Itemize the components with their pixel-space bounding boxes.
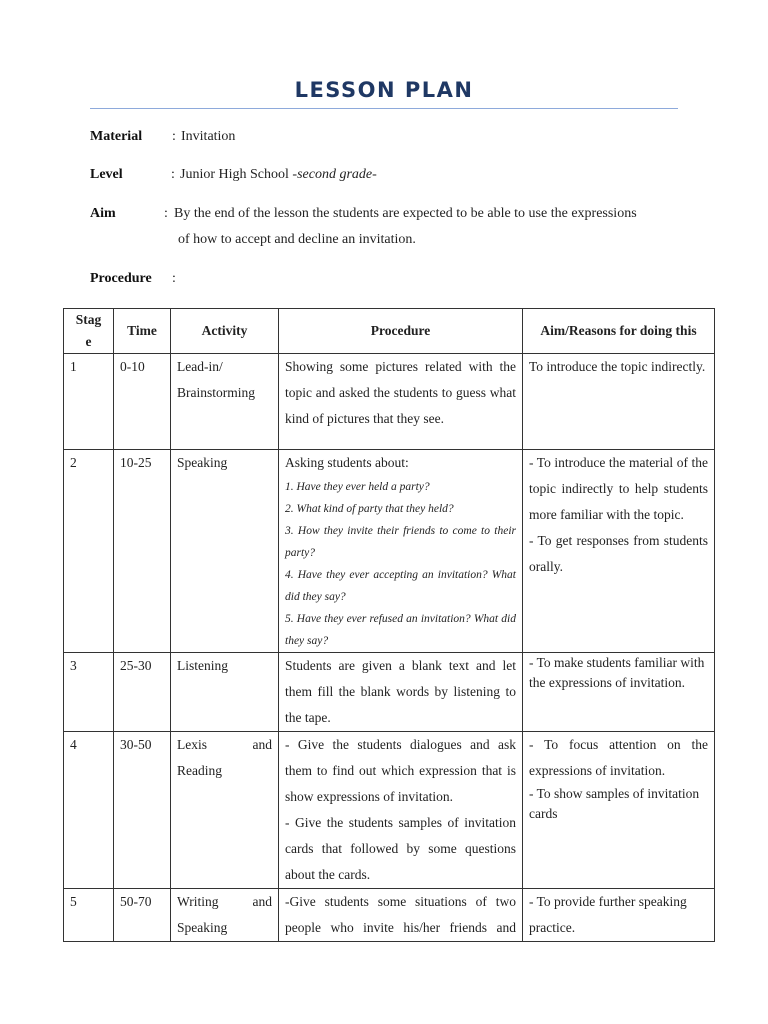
procedure-intro: Asking students about: — [285, 455, 409, 470]
row-procedure — [279, 450, 523, 653]
row-stage: 3 — [64, 653, 114, 732]
row-activity — [171, 450, 279, 653]
row-time: 0-10 — [114, 354, 171, 450]
activity-line: Reading — [177, 763, 222, 778]
title-underline — [90, 108, 678, 109]
aim-colon: : — [164, 206, 168, 221]
row-time: 25-30 — [114, 653, 171, 732]
header-stage-line2: e — [85, 334, 92, 349]
activity-line: Lead-in/ — [177, 359, 223, 374]
level-label: Level — [90, 167, 123, 182]
material-value: Invitation — [181, 129, 236, 144]
row-procedure: Students are given a blank text and let them fill the blank words by listening to the tape. — [279, 653, 523, 732]
row-aim: - To make students familiar with the expressions of invitation. — [523, 653, 715, 732]
question-item: 2. What kind of party that they held? — [285, 503, 454, 515]
table-row — [64, 653, 715, 732]
table-row — [64, 450, 715, 653]
header-procedure: Procedure — [279, 309, 523, 354]
question-list — [285, 476, 516, 652]
row-stage: 4 — [64, 732, 114, 889]
procedure-label: Procedure — [90, 271, 152, 286]
aim-item: - To introduce the material of the topic indirectly to help students more familiar with the topic. — [529, 455, 708, 522]
table-row — [64, 354, 715, 450]
activity-line: Lexis and — [177, 737, 272, 752]
row-procedure — [279, 732, 523, 889]
level-value-italic: second grade- — [297, 167, 377, 182]
row-time: 50-70 — [114, 889, 171, 942]
aim-value-line2: of how to accept and decline an invitation. — [178, 232, 416, 247]
aim-label: Aim — [90, 206, 116, 221]
row-time: 10-25 — [114, 450, 171, 653]
row-aim: To introduce the topic indirectly. — [523, 354, 715, 450]
row-activity — [171, 354, 279, 450]
lesson-plan-table — [63, 308, 715, 942]
activity-line: Speaking — [177, 455, 228, 470]
activity-line: Listening — [177, 658, 228, 673]
activity-line: Speaking — [177, 920, 228, 935]
table-row — [64, 889, 715, 942]
row-stage: 1 — [64, 354, 114, 450]
material-label: Material — [90, 129, 143, 144]
row-time: 30-50 — [114, 732, 171, 889]
aim-item: - To focus attention on the expressions of invitation. — [529, 737, 708, 778]
level-value-plain: Junior High School - — [180, 167, 298, 182]
header-stage-line1: Stag — [75, 312, 102, 327]
activity-line: Writing and — [177, 894, 272, 909]
row-procedure: Showing some pictures related with the topic and asked the students to guess what kind of pictures that they see. — [279, 354, 523, 450]
aim-item: - To get responses from students orally. — [529, 533, 708, 574]
aim-value-line1: By the end of the lesson the students are expected to be able to use the expressions — [174, 206, 637, 221]
procedure-item: - Give the students samples of invitation cards that followed by some questions about the cards. — [285, 815, 516, 882]
aim-item: - To show samples of invitation cards — [529, 786, 700, 821]
header-activity: Activity — [171, 309, 279, 354]
row-aim — [523, 732, 715, 889]
material-colon: : — [172, 129, 176, 144]
level-value — [180, 167, 377, 183]
row-procedure: -Give students some situations of two people who invite his/her friends and — [279, 889, 523, 942]
question-item: 4. Have they ever accepting an invitation? What did they say? — [285, 569, 516, 603]
row-activity — [171, 653, 279, 732]
table-header-row — [64, 309, 715, 354]
row-aim — [523, 450, 715, 653]
level-colon: : — [171, 167, 175, 182]
question-item: 5. Have they ever refused an invitation? What did they say? — [285, 613, 516, 647]
row-activity — [171, 889, 279, 942]
page-title: LESSON PLAN — [294, 78, 474, 102]
header-time: Time — [114, 309, 171, 354]
question-item: 1. Have they ever held a party? — [285, 481, 430, 493]
header-aim: Aim/Reasons for doing this — [523, 309, 715, 354]
question-item: 3. How they invite their friends to come to their party? — [285, 525, 516, 559]
table-row — [64, 732, 715, 889]
row-stage: 5 — [64, 889, 114, 942]
row-activity — [171, 732, 279, 889]
procedure-item: - Give the students dialogues and ask them to find out which expression that is show expressions of invitation. — [285, 737, 516, 804]
header-stage — [64, 309, 114, 354]
row-aim: - To provide further speaking practice. — [523, 889, 715, 942]
procedure-colon: : — [172, 271, 176, 286]
row-stage: 2 — [64, 450, 114, 653]
activity-line: Brainstorming — [177, 385, 255, 400]
